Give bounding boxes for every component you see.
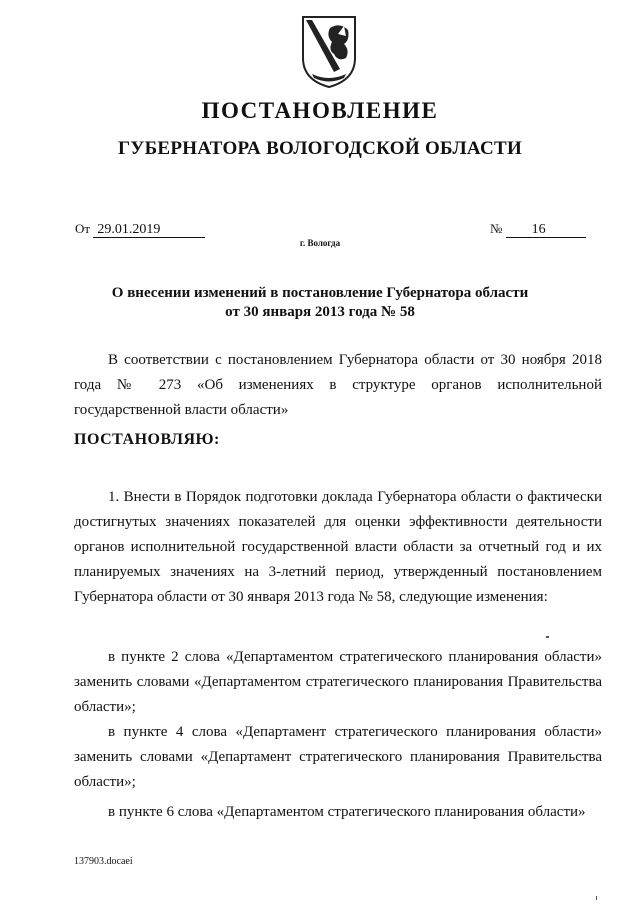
- date-field: [75, 221, 205, 238]
- preamble-paragraph: В соответствии с постановлением Губернатора области от 30 ноября 2018 года № 273 «Об изменениях в структуре органов исполнительной государственной власти области»: [74, 352, 602, 418]
- document-subject: [0, 284, 640, 322]
- file-code: 137903.docaei: [74, 856, 133, 867]
- subject-line-1: О внесении изменений в постановление Губернатора области: [111, 285, 529, 301]
- issuer-title: ГУБЕРНАТОРА ВОЛОГОДСКОЙ ОБЛАСТИ: [117, 138, 523, 159]
- decree-heading: ПОСТАНОВЛЯЮ:: [74, 431, 220, 448]
- document-title: ПОСТАНОВЛЕНИЕ: [201, 98, 439, 123]
- point-4-paragraph: в пункте 4 слова «Департамент стратегического планирования области» заменить словами «Департамент стратегического планирования Правительства области»;: [74, 724, 602, 790]
- coat-of-arms-icon: [300, 14, 358, 90]
- number-field: [490, 221, 586, 238]
- scan-speck: [546, 636, 549, 638]
- date-prefix: От: [75, 221, 91, 236]
- document-number: 16: [506, 222, 586, 238]
- city-label: г. Вологда: [299, 238, 341, 248]
- number-prefix: №: [490, 221, 503, 236]
- subject-line-2: от 30 января 2013 года № 58: [225, 304, 415, 320]
- point-2-paragraph: в пункте 2 слова «Департаментом стратегического планирования области» заменить словами «Департаментом стратегического планирования Правительства области»;: [74, 649, 602, 715]
- item-1-paragraph: 1. Внести в Порядок подготовки доклада Губернатора области о фактически достигнутых значениях показателей для оценки эффективности деятельности органов исполнительной государственной власти области за отчетный год и их планируемых значениях на 3-летний период, утвержденный постановлением Губернатора области от 30 января 2013 года № 58, следующие изменения:: [74, 489, 602, 605]
- scan-speck: [596, 896, 597, 900]
- document-date: 29.01.2019: [93, 222, 205, 238]
- point-6-paragraph: в пункте 6 слова «Департаментом стратегического планирования области»: [108, 804, 586, 820]
